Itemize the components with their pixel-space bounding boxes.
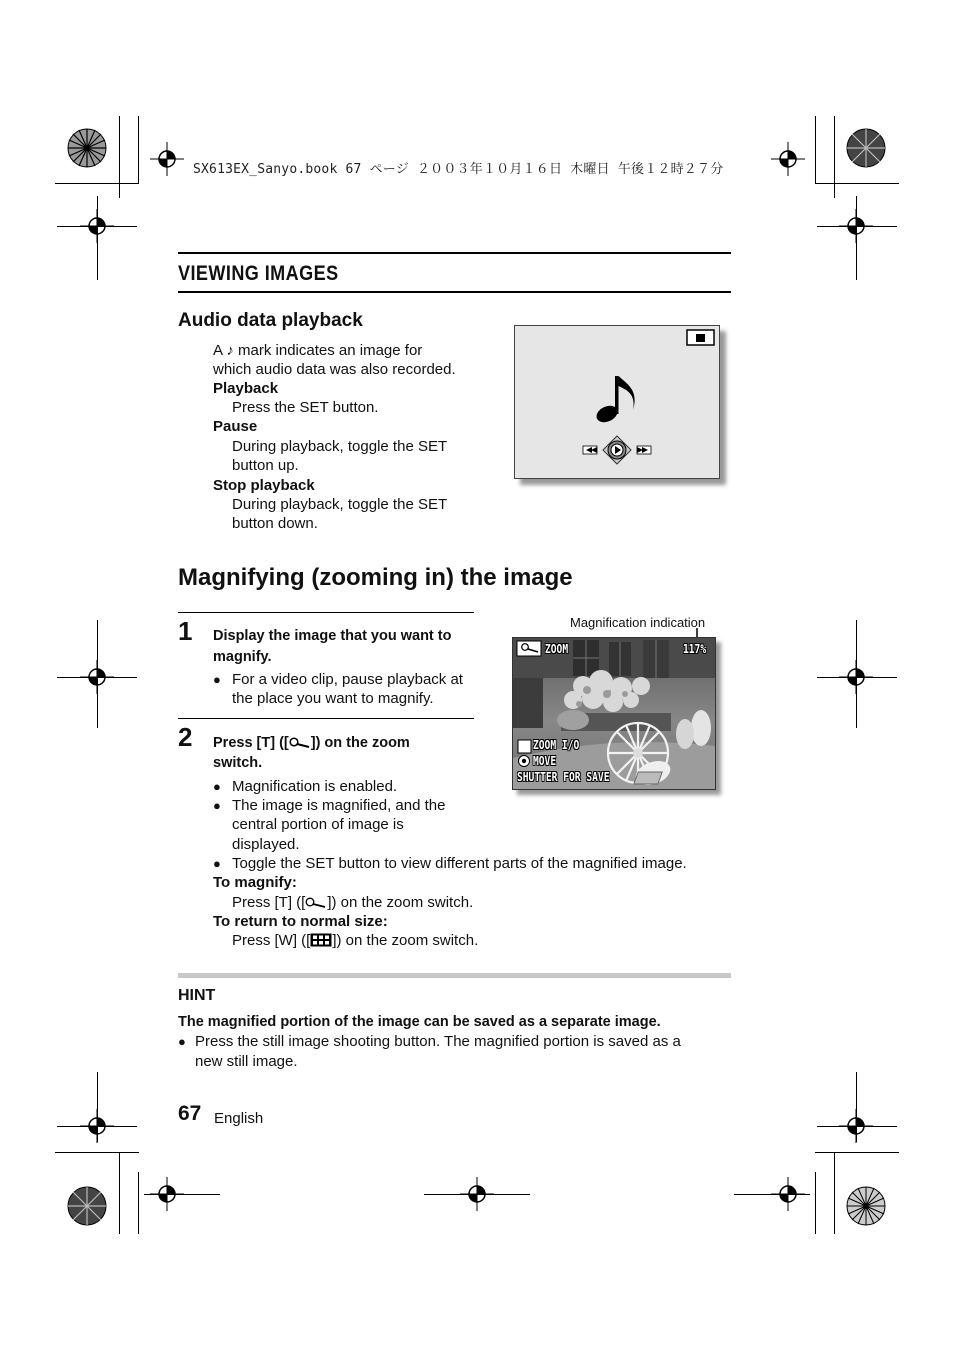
crop-line <box>97 196 98 280</box>
bullet-icon: ● <box>178 1034 186 1049</box>
stop-text-2: button down. <box>232 515 318 532</box>
crop-line <box>856 620 857 728</box>
audio-heading: Audio data playback <box>178 310 363 331</box>
audio-playback-screen <box>514 325 720 479</box>
color-wheel-icon <box>67 1186 107 1226</box>
magnify-icon <box>289 737 311 749</box>
step1-rule <box>178 612 474 613</box>
crop-line <box>734 1194 810 1195</box>
zoom-screen <box>512 637 716 790</box>
osd-move: MOVE <box>533 754 557 768</box>
music-note-icon: ♪ <box>226 342 234 359</box>
section-title: VIEWING IMAGES <box>178 262 339 285</box>
bullet-icon: ● <box>213 672 221 687</box>
crop-line <box>817 677 897 678</box>
audio-intro: A ♪ mark indicates an image for <box>213 342 423 359</box>
crop-line <box>817 1126 897 1127</box>
header-rule-top <box>178 252 731 254</box>
to-return-label: To return to normal size: <box>213 913 388 930</box>
zoom-heading: Magnifying (zooming in) the image <box>178 564 573 591</box>
bullet-icon: ● <box>213 798 221 813</box>
step1-title: Display the image that you want to <box>213 628 452 644</box>
bullet-icon: ● <box>213 779 221 794</box>
step2-number: 2 <box>178 722 193 752</box>
step2-bullet-2b: central portion of image is <box>232 816 404 833</box>
hint-bullet-2: new still image. <box>195 1053 298 1070</box>
pause-text: During playback, toggle the SET <box>232 438 448 455</box>
crop-line <box>57 677 137 678</box>
crop-line <box>57 1126 137 1127</box>
crop-line <box>57 226 137 227</box>
audio-intro-line2: which audio data was also recorded. <box>213 361 456 378</box>
file-header: SX613EX_Sanyo.book 67 ページ ２００３年１０月１６日 木曜日 午後１２時２７分 <box>193 162 724 177</box>
crop-line <box>97 620 98 728</box>
step2-rule <box>178 718 474 719</box>
crop-line <box>856 1072 857 1142</box>
crop-line <box>817 226 897 227</box>
hint-label: HINT <box>178 987 216 1004</box>
step1-number: 1 <box>178 616 193 646</box>
page-number: 67 <box>178 1102 202 1125</box>
pause-text-2: button up. <box>232 457 299 474</box>
to-magnify-text: Press [T] ([ ]) on the zoom switch. <box>232 894 474 911</box>
crop-line <box>144 1194 220 1195</box>
osd-shutter-save: SHUTTER FOR SAVE <box>517 770 610 784</box>
footer-language: English <box>214 1110 264 1127</box>
crop-line <box>856 196 857 280</box>
step2-bullet-3: Toggle the SET button to view different parts of the magnified image. <box>232 855 687 872</box>
step1-bullet: For a video clip, pause playback at <box>232 671 463 688</box>
osd-zoom-io: ZOOM I/O <box>533 738 580 752</box>
hint-divider <box>178 973 731 978</box>
magnification-caption: Magnification indication <box>570 615 706 630</box>
color-wheel-icon <box>846 128 886 168</box>
color-wheel-icon <box>846 1186 886 1226</box>
audio-screen-graphic <box>515 326 719 478</box>
osd-magnification-percent: 117% <box>683 642 707 656</box>
step2-bullet-1: Magnification is enabled. <box>232 778 398 795</box>
step2-title-2: switch. <box>213 755 263 771</box>
registration-mark-icon <box>771 142 805 176</box>
step2-title: Press [T] ([ ]) on the zoom <box>213 735 410 751</box>
hint-bullet: Press the still image shooting button. The magnified portion is saved as a <box>195 1033 681 1050</box>
step1-bullet-2: the place you want to magnify. <box>232 690 434 707</box>
music-note-icon <box>594 376 635 425</box>
hint-title: The magnified portion of the image can be saved as a separate image. <box>178 1014 661 1030</box>
step2-bullet-2: The image is magnified, and the <box>232 797 446 814</box>
registration-mark-icon <box>150 142 184 176</box>
crop-line <box>97 1072 98 1142</box>
stop-text: During playback, toggle the SET <box>232 496 448 513</box>
to-magnify-label: To magnify: <box>213 874 297 891</box>
thumbnail-grid-icon <box>310 933 332 947</box>
playback-text: Press the SET button. <box>232 399 379 416</box>
bullet-icon: ● <box>213 856 221 871</box>
step2-bullet-2c: displayed. <box>232 836 300 853</box>
crop-line <box>424 1194 530 1195</box>
header-rule-bottom <box>178 291 731 293</box>
magnify-icon <box>305 897 327 909</box>
color-wheel-icon <box>67 128 107 168</box>
pause-label: Pause <box>213 418 258 435</box>
step1-title-2: magnify. <box>213 649 272 665</box>
to-return-text: Press [W] ([ ]) on the zoom switch. <box>232 932 479 949</box>
playback-label: Playback <box>213 380 279 397</box>
playback-control-pad-icon <box>583 436 651 464</box>
stop-label: Stop playback <box>213 477 315 494</box>
osd-zoom-label: ZOOM <box>545 642 569 656</box>
